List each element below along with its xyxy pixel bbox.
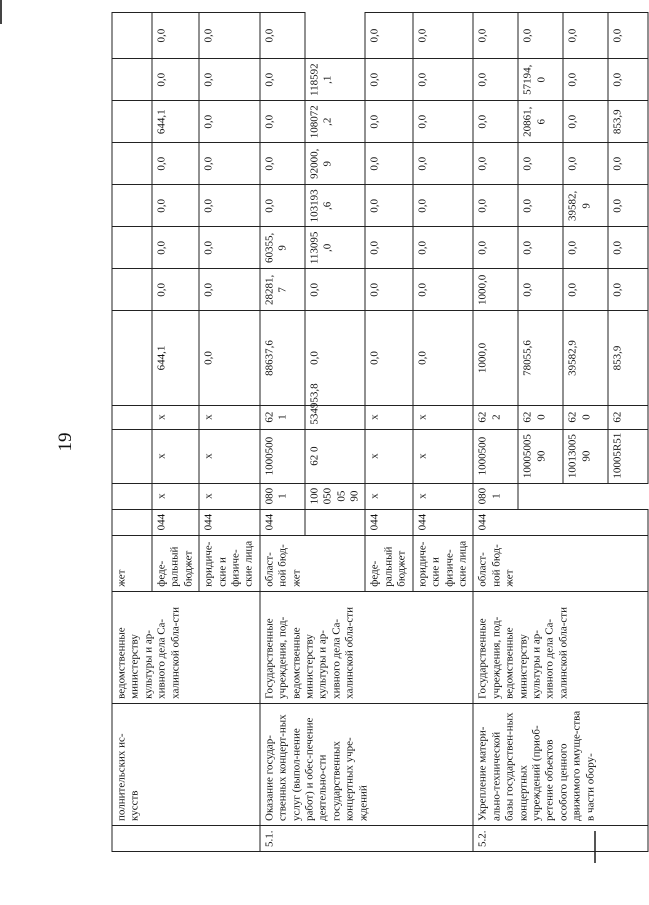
vr-cell: 62 <box>608 405 648 429</box>
value-cell: 103193,6 <box>305 185 366 227</box>
value-cell: 0,0 <box>199 227 260 269</box>
value-cell: 0,0 <box>305 269 366 311</box>
value-cell: 644,1 <box>152 311 199 405</box>
csr-cell: 10005005 90 <box>518 429 563 483</box>
budget-table <box>112 12 649 852</box>
rz-cell <box>563 483 608 509</box>
value-cell: 0,0 <box>152 269 199 311</box>
csr-cell: 10013005 90 <box>563 429 608 483</box>
csr-cell: x <box>365 429 412 483</box>
rotated-page-content <box>112 12 624 852</box>
scan-edge-mark <box>0 0 2 24</box>
value-cell: 0,0 <box>563 143 608 185</box>
measure-name-cell: Оказание государ-ственных концерт-ных услуг (выпол-нение работ) и обес-печение деятельно-сти государственных концертных учре-ждений <box>260 703 473 825</box>
value-cell: 0,0 <box>199 101 260 143</box>
value-cell: 0,0 <box>473 227 518 269</box>
value-cell: 0,0 <box>473 185 518 227</box>
value-cell: 0,0 <box>608 269 648 311</box>
value-cell: 853,9 <box>608 311 648 405</box>
grbs-cell: 044 <box>413 509 474 535</box>
value-cell: 0,0 <box>365 269 412 311</box>
value-cell: 0,0 <box>365 143 412 185</box>
csr-cell: 10005R51 <box>608 429 648 483</box>
funding-source-cell: юридиче-ские и физиче-ские лица <box>413 535 474 591</box>
value-cell: 60355,9 <box>260 227 305 269</box>
grbs-cell: 044 <box>152 509 199 535</box>
value-cell: 0,0 <box>365 13 412 59</box>
funding-source-cell: жет <box>112 535 152 591</box>
value-cell: 0,0 <box>260 59 305 101</box>
value-cell: 0,0 <box>473 59 518 101</box>
grbs-cell: 044 <box>199 509 260 535</box>
value-cell: 0,0 <box>518 185 563 227</box>
measure-name-cell: полнительских ис-кусств <box>112 703 260 825</box>
value-cell: 113095,0 <box>305 227 366 269</box>
page-number: 19 <box>55 432 76 452</box>
value-cell: 28281,7 <box>260 269 305 311</box>
vr-cell: 62 0 <box>305 429 366 483</box>
vr-cell: 62 2 <box>473 405 518 429</box>
row-number-cell: 5.2. <box>473 825 648 851</box>
value-cell: 39582,9 <box>563 185 608 227</box>
value-cell: 0,0 <box>413 59 474 101</box>
value-cell: 88637,6 <box>260 311 305 405</box>
grbs-cell: 044 <box>260 509 305 535</box>
value-cell: 0,0 <box>199 311 260 405</box>
executor-cell: Государственные учреждения, под-ведомственные министерству культуры и ар-хивного дела Са-халинской обла-сти <box>260 591 473 703</box>
rz-cell: x <box>199 483 260 509</box>
executor-cell: Государственные учреждения, под-ведомственные министерству культуры и ар-хивного дела Са-халинской обла-сти <box>473 591 648 703</box>
value-cell: 0,0 <box>199 59 260 101</box>
value-cell: 0,0 <box>518 227 563 269</box>
value-cell: 0,0 <box>413 269 474 311</box>
value-cell: 0,0 <box>518 269 563 311</box>
value-cell: 0,0 <box>413 13 474 59</box>
value-cell: 0,0 <box>260 101 305 143</box>
vr-cell: 62 0 <box>518 405 563 429</box>
value-cell: 0,0 <box>152 59 199 101</box>
value-cell: 0,0 <box>260 13 305 59</box>
rz-cell <box>608 483 648 509</box>
value-cell: 92000,9 <box>305 143 366 185</box>
value-cell: 0,0 <box>473 13 518 59</box>
grbs-cell: 044 <box>365 509 412 535</box>
value-cell: 0,0 <box>608 143 648 185</box>
funding-source-cell: юридиче-ские и физиче-ские лица <box>199 535 260 591</box>
rz-cell: 080 1 <box>260 483 305 509</box>
value-cell: 0,0 <box>199 143 260 185</box>
table-row <box>473 13 518 852</box>
csr-cell: 1000500 <box>260 429 305 483</box>
value-cell: 0,0 <box>152 13 199 59</box>
value-cell: 0,0 <box>365 185 412 227</box>
value-cell: 0,0 <box>365 59 412 101</box>
funding-source-cell: област-ной бюд-жет <box>473 535 648 591</box>
csr-cell: x <box>413 429 474 483</box>
value-cell: 0,0 <box>563 13 608 59</box>
csr-cell: x <box>152 429 199 483</box>
value-cell: 1000,0 <box>473 269 518 311</box>
rz-cell <box>518 483 563 509</box>
rz-cell: x <box>152 483 199 509</box>
table-row <box>260 13 305 852</box>
value-cell: 0,0 <box>413 143 474 185</box>
value-cell: 0,0 <box>608 227 648 269</box>
grbs-cell: 044 <box>473 509 648 535</box>
value-cell: 57194,0 <box>518 59 563 101</box>
value-cell: 0,0 <box>473 143 518 185</box>
value-cell: 0,0 <box>608 185 648 227</box>
csr-cell: 10005005 90 <box>305 483 366 509</box>
value-cell: 0,0 <box>199 269 260 311</box>
vr-cell: 62 0 <box>563 405 608 429</box>
value-cell: 78055,6 <box>518 311 563 405</box>
value-cell: 0,0 <box>199 185 260 227</box>
value-cell: 0,0 <box>473 101 518 143</box>
value-cell: 0,0 <box>152 185 199 227</box>
table-row <box>112 13 152 852</box>
value-cell: 0,0 <box>365 227 412 269</box>
value-cell: 1000,0 <box>473 311 518 405</box>
value-cell: 39582,9 <box>563 311 608 405</box>
value-cell: 0,0 <box>518 13 563 59</box>
row-number-cell: 5.1. <box>260 825 473 851</box>
value-cell: 0,0 <box>365 101 412 143</box>
value-cell: 0,0 <box>518 143 563 185</box>
vr-cell: x <box>365 405 412 429</box>
value-cell: 20861,6 <box>518 101 563 143</box>
rz-cell: 080 1 <box>473 483 518 509</box>
vr-cell: x <box>199 405 260 429</box>
value-cell: 0,0 <box>152 227 199 269</box>
rz-cell: x <box>365 483 412 509</box>
funding-source-cell: област-ной бюд-жет <box>260 535 366 591</box>
value-cell: 0,0 <box>413 227 474 269</box>
value-cell: 0,0 <box>563 59 608 101</box>
funding-source-cell: феде-ральный бюджет <box>365 535 412 591</box>
measure-name-cell: Укрепление матери-ально-технической базы государствен-ных концертных учреждений (приоб-ретение объектов особого ценного движимого имуще-ства в части обору- <box>473 703 648 825</box>
value-cell: 108072,2 <box>305 101 366 143</box>
value-cell: 0,0 <box>152 143 199 185</box>
value-cell: 0,0 <box>608 59 648 101</box>
value-cell: 0,0 <box>413 101 474 143</box>
value-cell: 0,0 <box>563 227 608 269</box>
rz-cell: x <box>413 483 474 509</box>
value-cell: 644,1 <box>152 101 199 143</box>
funding-source-cell: феде-ральный бюджет <box>152 535 199 591</box>
value-cell: 0,0 <box>365 311 412 405</box>
value-cell: 0,0 <box>608 13 648 59</box>
value-cell: 534953,8 <box>305 405 366 429</box>
vr-cell: 62 1 <box>260 405 305 429</box>
value-cell: 0,0 <box>413 311 474 405</box>
value-cell: 0,0 <box>563 269 608 311</box>
csr-cell: x <box>199 429 260 483</box>
value-cell: 0,0 <box>563 101 608 143</box>
csr-cell: 1000500 <box>473 429 518 483</box>
value-cell: 0,0 <box>305 311 366 405</box>
row-number-cell <box>112 825 260 851</box>
value-cell: 0,0 <box>260 143 305 185</box>
value-cell: 118592,1 <box>305 59 366 101</box>
vr-cell: x <box>152 405 199 429</box>
vr-cell: x <box>413 405 474 429</box>
value-cell: 0,0 <box>260 185 305 227</box>
value-cell: 0,0 <box>413 185 474 227</box>
executor-cell: ведомственные министерству культуры и ар-хивного дела Са-халинской обла-сти <box>112 591 260 703</box>
value-cell: 853,9 <box>608 101 648 143</box>
grbs-cell <box>305 509 366 535</box>
value-cell: 0,0 <box>199 13 260 59</box>
